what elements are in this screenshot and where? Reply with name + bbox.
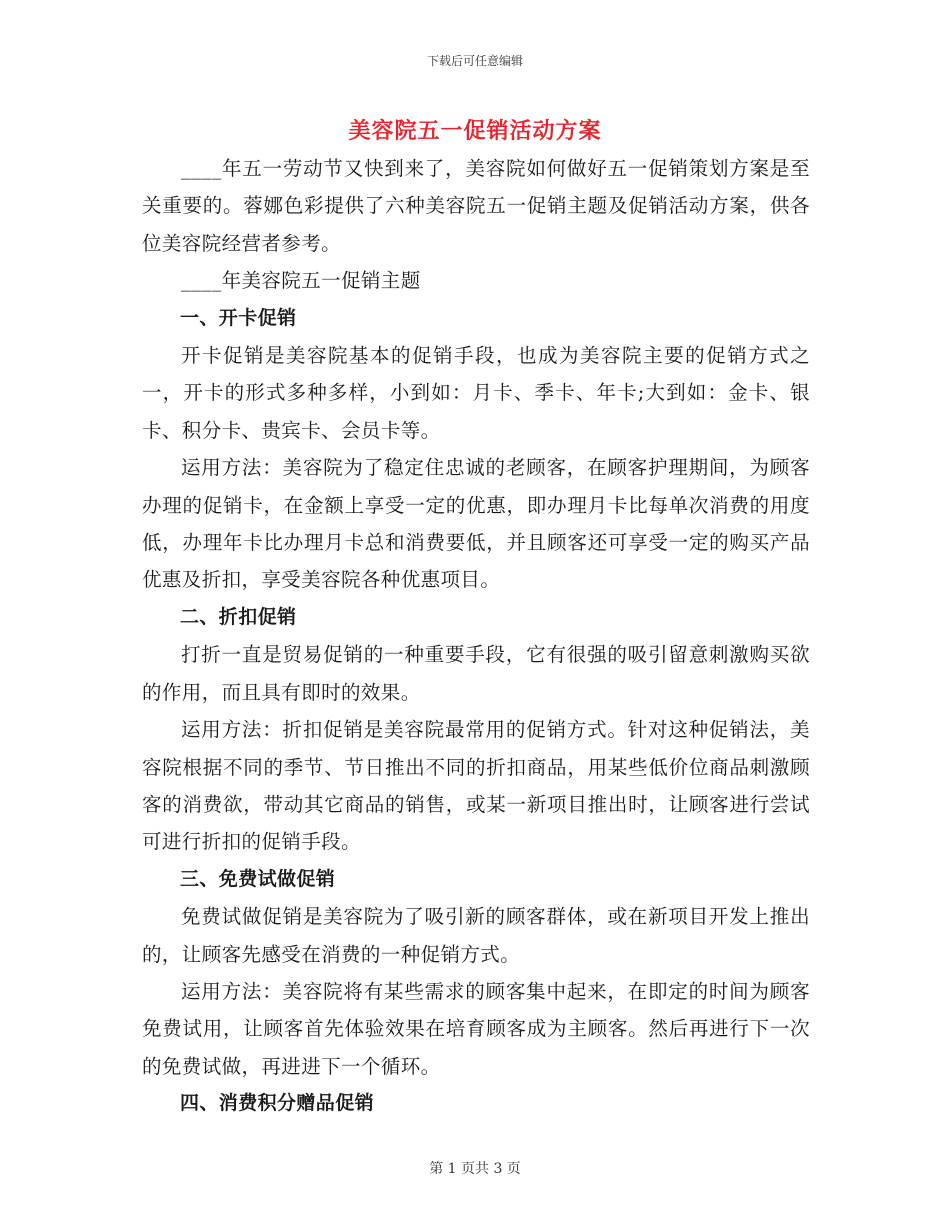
section-heading-card-promotion: 一、开卡促销 [180, 306, 297, 329]
page-number: 第 1 页共 3 页 [429, 1161, 521, 1177]
document-title: 美容院五一促销活动方案 [348, 119, 602, 144]
section-heading-points-gift-promotion: 四、消费积分赠品促销 [180, 1092, 375, 1115]
intro-paragraph: ____年五一劳动节又快到来了，美容院如何做好五一促销策划方案是至关重要的。蓉娜色彩提供了六种美容院五一促销主题及促销活动方案，供各位美容院经营者参考。 [142, 157, 810, 255]
section-heading-free-trial-promotion: 三、免费试做促销 [180, 867, 336, 890]
section-paragraph: 开卡促销是美容院基本的促销手段，也成为美容院主要的促销方式之一，开卡的形式多种多样，小到如：月卡、季卡、年卡;大到如：金卡、银卡、积分卡、贵宾卡、会员卡等。 [142, 344, 810, 442]
page-header-note: 下载后可任意编辑 [426, 54, 523, 68]
section-paragraph: 运用方法：折扣促销是美容院最常用的促销方式。针对这种促销法，美容院根据不同的季节、节日推出不同的折扣商品，用某些低价位商品刺激顾客的消费欲，带动其它商品的销售，或某一新项目推出时，让顾客进行尝试可进行折扣的促销手段。 [142, 718, 810, 854]
section-heading-discount-promotion: 二、折扣促销 [180, 605, 297, 628]
document-body [142, 150, 810, 1123]
theme-line: ____年美容院五一促销主题 [181, 269, 421, 293]
section-paragraph: 运用方法：美容院为了稳定住忠诚的老顾客，在顾客护理期间，为顾客办理的促销卡，在金额上享受一定的优惠，即办理月卡比每单次消费的用度低，办理年卡比办理月卡总和消费要低，并且顾客还可享受一定的购买产品优惠及折扣，享受美容院各种优惠项目。 [142, 456, 810, 592]
section-paragraph: 免费试做促销是美容院为了吸引新的顾客群体，或在新项目开发上推出的，让顾客先感受在消费的一种促销方式。 [142, 905, 810, 966]
section-paragraph: 运用方法：美容院将有某些需求的顾客集中起来，在即定的时间为顾客免费试用，让顾客首先体验效果在培育顾客成为主顾客。然后再进行下一次的免费试做，再进进下一个循环。 [142, 979, 810, 1078]
section-paragraph: 打折一直是贸易促销的一种重要手段，它有很强的吸引留意刺激购买欲的作用，而且具有即时的效果。 [142, 643, 810, 704]
